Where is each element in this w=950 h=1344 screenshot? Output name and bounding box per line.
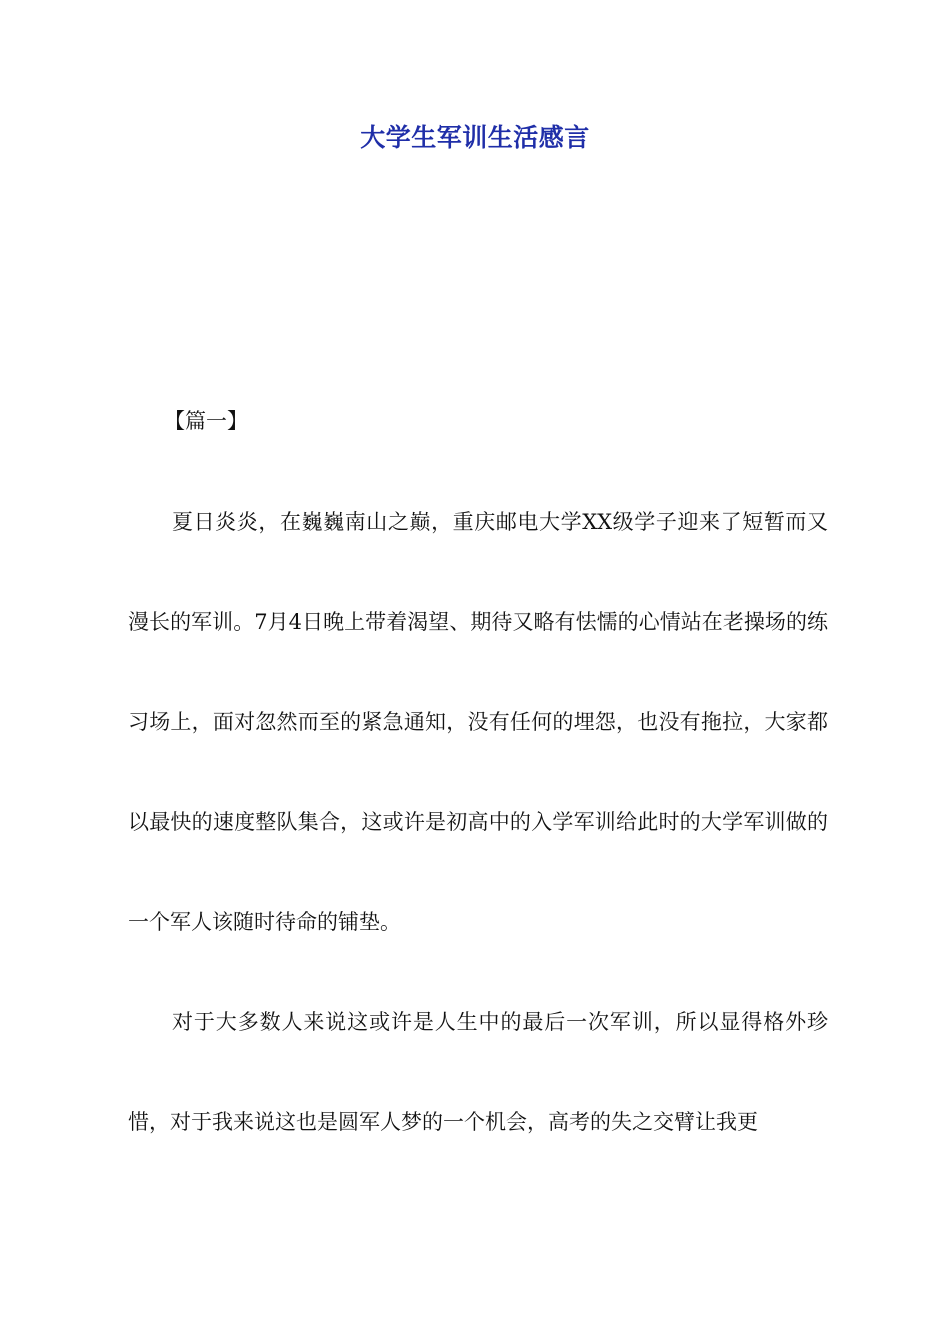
body-paragraph-1: 夏日炎炎，在巍巍南山之巅，重庆邮电大学XX级学子迎来了短暂而又漫长的军训。7月4日晚上带着渴望、期待又略有怯懦的心情站在老操场的练习场上，面对忽然而至的紧急通知，没有任何的埋怨，也没有拖拉，大家都以最快的速度整队集合，这或许是初高中的入学军训给此时的大学军训做的一个军人该随时待命的铺垫。 <box>128 510 828 934</box>
body-paragraph-2: 对于大多数人来说这或许是人生中的最后一次军训，所以显得格外珍惜，对于我来说这也是圆军人梦的一个机会，高考的失之交臂让我更 <box>128 1010 828 1134</box>
document-title: 大学生军训生活感言 <box>360 123 590 152</box>
section-heading: 【篇一】 <box>164 409 248 433</box>
